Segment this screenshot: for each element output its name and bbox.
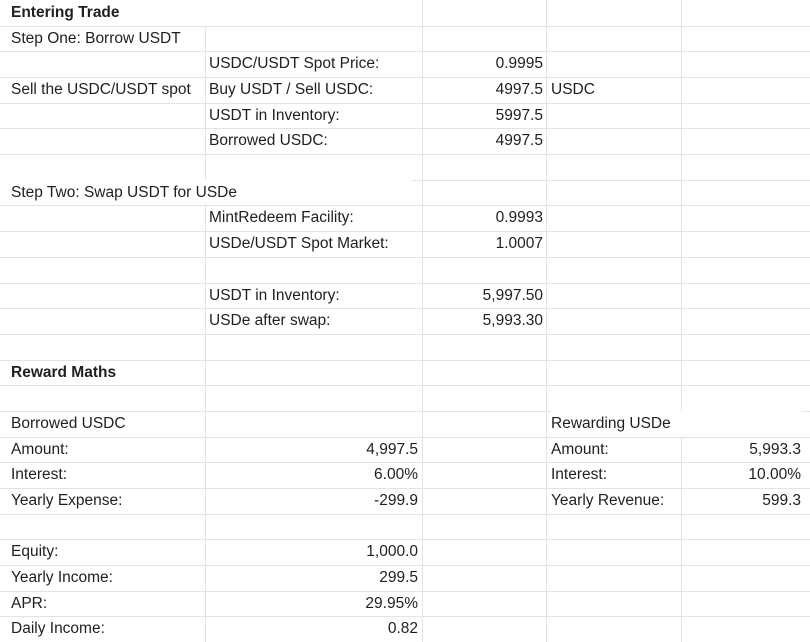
apr-value[interactable]: 29.95% xyxy=(365,594,418,612)
rewarding-amount-value[interactable]: 5,993.3 xyxy=(749,440,801,458)
usde-spot-label[interactable]: USDe/USDT Spot Market: xyxy=(209,235,389,253)
usdt-inventory-label[interactable]: USDT in Inventory: xyxy=(209,106,340,124)
borrowed-interest-label[interactable]: Interest: xyxy=(11,466,67,484)
row-divider xyxy=(0,334,810,335)
usdt-inventory-value[interactable]: 5997.5 xyxy=(495,106,543,124)
daily-income-label[interactable]: Daily Income: xyxy=(11,620,105,638)
sell-spot-label[interactable]: Sell the USDC/USDT spot xyxy=(11,81,191,98)
mint-redeem-label[interactable]: MintRedeem Facility: xyxy=(209,209,354,227)
rewarding-interest-label[interactable]: Interest: xyxy=(551,466,607,484)
usde-spot-value[interactable]: 1.0007 xyxy=(495,235,543,253)
spot-price-label[interactable]: USDC/USDT Spot Price: xyxy=(209,55,380,73)
column-divider xyxy=(681,0,682,642)
buy-sell-unit[interactable]: USDC xyxy=(551,81,595,98)
equity-label[interactable]: Equity: xyxy=(11,543,59,561)
borrowed-usdc-label[interactable]: Borrowed USDC: xyxy=(209,132,328,150)
spot-price-value[interactable]: 0.9995 xyxy=(495,55,543,73)
yearly-revenue-value[interactable]: 599.3 xyxy=(762,491,801,509)
step-two-inventory-label[interactable]: USDT in Inventory: xyxy=(209,286,340,304)
yearly-income-value[interactable]: 299.5 xyxy=(379,569,418,586)
equity-value[interactable]: 1,000.0 xyxy=(366,543,418,561)
row-divider xyxy=(0,385,810,386)
rewarding-interest-value[interactable]: 10.00% xyxy=(748,466,801,484)
mint-redeem-value[interactable]: 0.9993 xyxy=(495,209,543,227)
yearly-expense-value[interactable]: -299.9 xyxy=(374,491,418,509)
apr-label[interactable]: APR: xyxy=(11,594,48,612)
yearly-expense-label[interactable]: Yearly Expense: xyxy=(11,491,123,509)
usde-after-swap-value[interactable]: 5,993.30 xyxy=(482,312,543,330)
daily-income-value[interactable]: 0.82 xyxy=(387,620,418,638)
rewarding-usde-header[interactable]: Rewarding USDe xyxy=(551,411,801,437)
step-two-inventory-value[interactable]: 5,997.50 xyxy=(482,286,543,304)
borrowed-amount-label[interactable]: Amount: xyxy=(11,440,69,458)
row-divider xyxy=(0,154,810,155)
buy-sell-value[interactable]: 4997.5 xyxy=(495,81,543,98)
borrowed-interest-value[interactable]: 6.00% xyxy=(374,466,418,484)
column-divider xyxy=(546,0,547,642)
reward-maths-title[interactable]: Reward Maths xyxy=(11,363,117,381)
row-divider xyxy=(0,257,810,258)
step-two-label[interactable]: Step Two: Swap USDT for USDe xyxy=(0,180,411,206)
step-one-label[interactable]: Step One: Borrow USDT xyxy=(11,29,181,47)
borrowed-usdc-value[interactable]: 4997.5 xyxy=(495,132,543,150)
borrowed-amount-value[interactable]: 4,997.5 xyxy=(366,440,418,458)
yearly-revenue-label[interactable]: Yearly Revenue: xyxy=(551,491,665,509)
borrowed-usdc-header[interactable]: Borrowed USDC xyxy=(11,414,126,432)
entering-trade-title[interactable]: Entering Trade xyxy=(0,0,371,26)
buy-sell-label[interactable]: Buy USDT / Sell USDC: xyxy=(209,81,374,98)
yearly-income-label[interactable]: Yearly Income: xyxy=(11,569,113,586)
rewarding-amount-label[interactable]: Amount: xyxy=(551,440,609,458)
usde-after-swap-label[interactable]: USDe after swap: xyxy=(209,312,331,330)
